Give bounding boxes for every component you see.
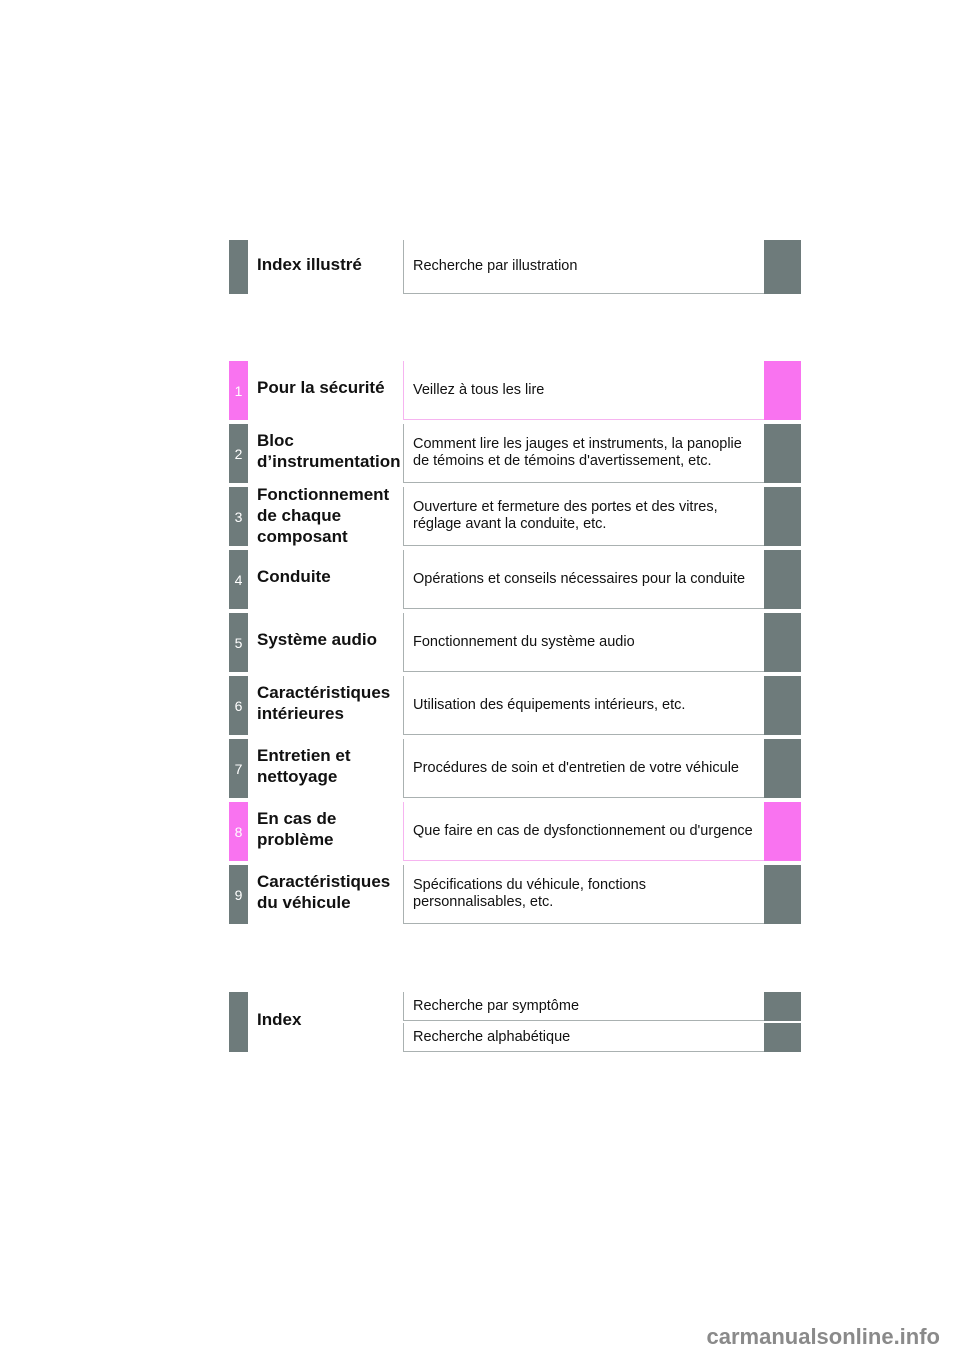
thumb-tab [764, 487, 801, 546]
chapter-row-2[interactable] [229, 424, 801, 483]
chapter-number-tab: 6 [229, 676, 248, 735]
chapter-title: Caractéristiques du véhicule [257, 872, 391, 912]
chapter-row-7[interactable] [229, 739, 801, 798]
section-tab-marker [229, 992, 248, 1052]
illustrated-index-row[interactable] [229, 240, 801, 294]
alphabetical-search-link[interactable]: Recherche alphabétique [403, 1023, 764, 1052]
chapter-number-tab: 7 [229, 739, 248, 798]
chapter-row-3[interactable] [229, 487, 801, 546]
thumb-tab [764, 865, 801, 924]
chapter-row-4[interactable] [229, 550, 801, 609]
watermark: carmanualsonline.info [706, 1324, 940, 1349]
chapter-row-6[interactable] [229, 676, 801, 735]
thumb-tab [764, 240, 801, 294]
chapter-number-tab: 1 [229, 361, 248, 420]
thumb-tab [764, 424, 801, 483]
chapter-title: Conduite [257, 567, 331, 586]
chapter-number-tab: 9 [229, 865, 248, 924]
thumb-tab [764, 676, 801, 735]
chapter-description: Veillez à tous les lire [403, 361, 764, 420]
index-title: Index [257, 1010, 302, 1029]
chapter-description: Que faire en cas de dysfonctionnement ou d'urgence [403, 802, 764, 861]
chapter-description: Utilisation des équipements intérieurs, etc. [403, 676, 764, 735]
chapter-number-tab: 3 [229, 487, 248, 546]
thumb-tab [764, 361, 801, 420]
chapter-description: Procédures de soin et d'entretien de votre véhicule [403, 739, 764, 798]
chapter-number-tab: 2 [229, 424, 248, 483]
thumb-tab [764, 613, 801, 672]
thumb-tab [764, 739, 801, 798]
illustrated-index-title: Index illustré [257, 255, 362, 274]
chapter-row-1[interactable] [229, 361, 801, 420]
chapter-title: Fonctionnement de chaque composant [257, 485, 390, 546]
chapter-row-9[interactable] [229, 865, 801, 924]
chapter-title: Pour la sécurité [257, 378, 385, 397]
thumb-tab [764, 1023, 801, 1052]
chapter-description: Comment lire les jauges et instruments, la panoplie de témoins et de témoins d'avertissement, etc. [403, 424, 764, 483]
symptom-search-link[interactable]: Recherche par symptôme [403, 992, 764, 1021]
chapter-title: Entretien et nettoyage [257, 746, 351, 786]
chapter-title: En cas de problème [257, 809, 337, 849]
chapter-description: Opérations et conseils nécessaires pour la conduite [403, 550, 764, 609]
chapter-row-8[interactable] [229, 802, 801, 861]
chapter-number-tab: 8 [229, 802, 248, 861]
chapter-row-5[interactable] [229, 613, 801, 672]
thumb-tab [764, 550, 801, 609]
index-row[interactable] [229, 992, 801, 1052]
chapter-number-tab: 4 [229, 550, 248, 609]
thumb-tab [764, 802, 801, 861]
chapter-title: Caractéristiques intérieures [257, 683, 391, 723]
chapter-number-tab: 5 [229, 613, 248, 672]
illustrated-index-description: Recherche par illustration [403, 240, 764, 294]
chapter-description: Fonctionnement du système audio [403, 613, 764, 672]
section-tab-marker [229, 240, 248, 294]
chapter-title: Système audio [257, 630, 377, 649]
chapter-description: Ouverture et fermeture des portes et des vitres, réglage avant la conduite, etc. [403, 487, 764, 546]
chapter-description: Spécifications du véhicule, fonctions personnalisables, etc. [403, 865, 764, 924]
chapter-title: Bloc d’instrumentation [257, 431, 401, 471]
thumb-tab [764, 992, 801, 1021]
